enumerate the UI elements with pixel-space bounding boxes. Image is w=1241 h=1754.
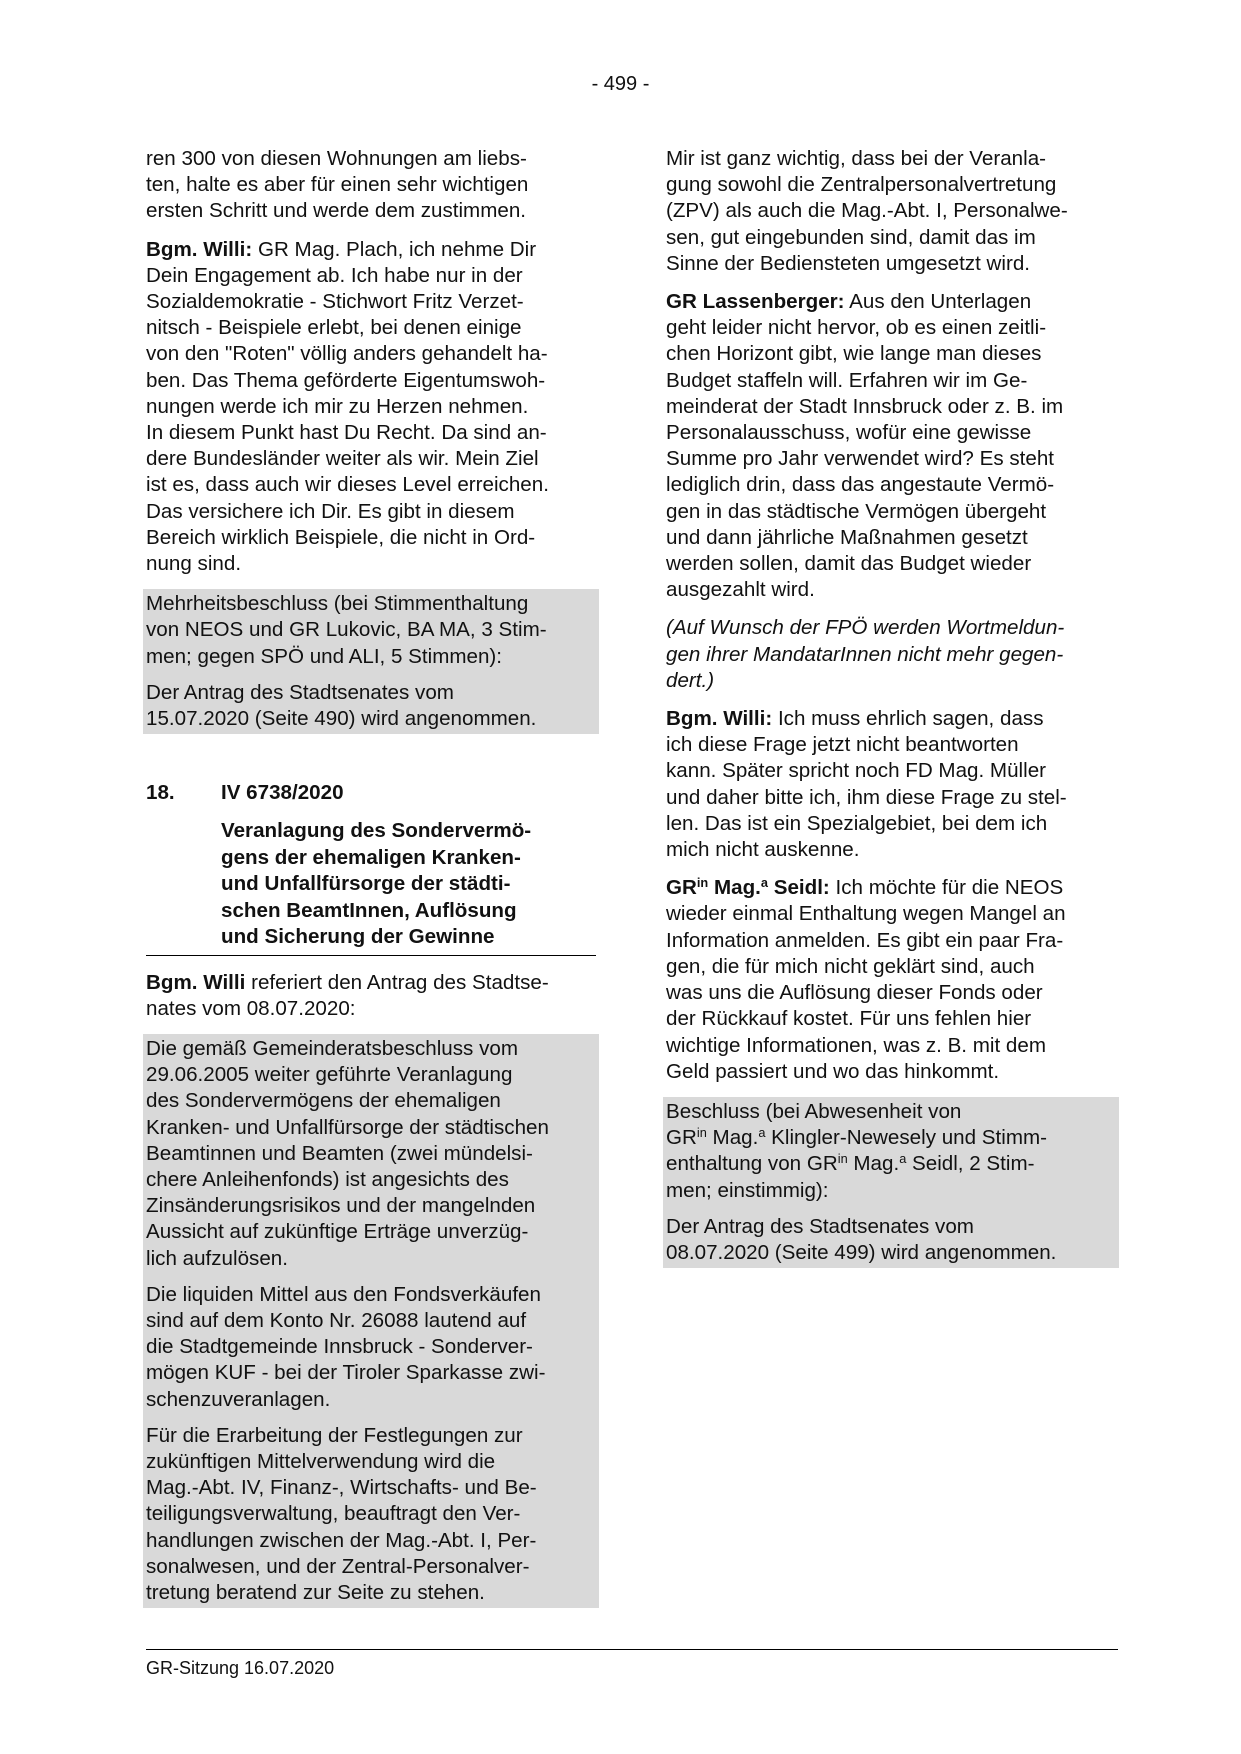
speaker-name: Bgm. Willi bbox=[146, 970, 246, 994]
report-intro bbox=[146, 970, 596, 1022]
motion-block bbox=[143, 1034, 599, 1608]
decision-block bbox=[143, 589, 599, 734]
speech-text: Ich möchte für die NEOS wieder einmal Enthaltung wegen Mangel an Information anmelden. Es gibt ein paar Fra- gen, die für mich nicht geklärt sind, auch was uns die Auflösung dieser Fonds oder der Rückkauf kostet. Für uns fehlen hier wichtige Informationen, was z. B. mit dem Geld passiert und wo das hinkommt. bbox=[666, 876, 1066, 1083]
paragraph-continuation: ren 300 von diesen Wohnungen am liebs- ten, halte es aber für einen sehr wichtigen ersten Schritt und werde dem zustimmen. bbox=[146, 147, 529, 223]
footer-text: GR-Sitzung 16.07.2020 bbox=[146, 1658, 335, 1678]
decision-text: Beschluss (bei Abwesenheit von $GR^{in}$ Mag.$^a$ Klingler-Newesely und Stimm- enthaltung von $GR^{in}$ Mag.$^a$ Seidl, 2 Stim- men; einstimmig): bbox=[666, 1099, 1047, 1202]
left-column bbox=[146, 146, 596, 1608]
speech-bgm-willi bbox=[666, 706, 1116, 863]
report-text: referiert den Antrag des Stadtse- nates vom 08.07.2020: bbox=[146, 970, 549, 1020]
speaker-name: $GR^{in}$ Mag.$^a$ Seidl: bbox=[666, 875, 830, 900]
motion-paragraph: Für die Erarbeitung der Festlegungen zur zukünftigen Mittelverwendung wird die Mag.-Abt. IV, Finanz-, Wirtschafts- und Be- teiligungsverwaltung, beauftragt den Ver- handlungen zwischen der Mag.-Abt. I, Per- sonalwesen, und der Zentral-Personalver- tretung beratend zur Seite zu stehen. bbox=[146, 1423, 537, 1604]
speech-gr-seidl bbox=[666, 875, 1116, 1085]
editorial-note: (Auf Wunsch der FPÖ werden Wortmeldun- gen ihrer MandatarInnen nicht mehr gegen- dert.) bbox=[666, 616, 1065, 692]
agenda-title: Veranlagung des Sondervermö- gens der ehemaligen Kranken- und Unfallfürsorge der städti- schen BeamtInnen, Auflösung und Sicherung der Gewinne bbox=[221, 819, 532, 949]
decision-result: Der Antrag des Stadtsenates vom 15.07.2020 (Seite 490) wird angenommen. bbox=[146, 680, 537, 731]
page-number: - 499 - bbox=[591, 73, 650, 95]
motion-paragraph: Die gemäß Gemeinderatsbeschluss vom 29.06.2005 weiter geführte Veranlagung des Sondervermögens der ehemaligen Kranken- und Unfallfürsorge der städtischen Beamtinnen und Beamten (zwei mündelsi- chere Anleihenfonds) ist angesichts des Zinsänderungsrisikos und der mangelnden Aussicht auf zukünftige Erträge unverzüg- lich aufzulösen. bbox=[146, 1036, 549, 1270]
agenda-id: IV 6738/2020 bbox=[221, 781, 344, 805]
agenda-number: 18. bbox=[146, 781, 175, 805]
speech-bgm-willi bbox=[146, 237, 596, 578]
speaker-name: GR Lassenberger: bbox=[666, 290, 845, 314]
speaker-name: Bgm. Willi: bbox=[146, 237, 253, 261]
decision-result: Der Antrag des Stadtsenates vom 08.07.2020 (Seite 499) wird angenommen. bbox=[666, 1214, 1057, 1264]
speech-text: GR Mag. Plach, ich nehme Dir Dein Engagement ab. Ich habe nur in der Sozialdemokratie - Stichwort Fritz Verzet- nitsch - Beispiele erlebt, bei denen einige von den "Roten" völlig anders gehandelt ha- ben. Das Thema geförderte Eigentumswoh- nungen werde ich mir zu Herzen nehmen. In diesem Punkt hast Du Recht. Da sind an- dere Bundesländer weiter als wir. Mein Ziel ist es, dass auch wir dieses Level erreichen. Das versichere ich Dir. Es gibt in diesem Bereich wirklich Beispiele, die nicht in Ord- nung sind. bbox=[146, 237, 549, 576]
agenda-item-header bbox=[146, 780, 596, 955]
motion-paragraph: Die liquiden Mittel aus den Fondsverkäufen sind auf dem Konto Nr. 26088 lautend auf die Stadtgemeinde Innsbruck - Sonderver- mögen KUF - bei der Tiroler Sparkasse zwi- schenzuveranlagen. bbox=[146, 1282, 546, 1411]
speech-text: Aus den Unterlagen geht leider nicht hervor, ob es einen zeitli- chen Horizont gibt, wie lange man dieses Budget staffeln will. Erfahren wir im Ge- meinderat der Stadt Innsbruck oder z. B. im Personalausschuss, wofür eine gewisse Summe pro Jahr verwendet wird? Es steht lediglich drin, dass das angestaute Vermö- gen in das städtische Vermögen übergeht und dann jährliche Maßnahmen gesetzt werden sollen, damit das Budget wieder ausgezahlt wird. bbox=[666, 290, 1064, 602]
decision-text: Mehrheitsbeschluss (bei Stimmenthaltung von NEOS und GR Lukovic, BA MA, 3 Stim- men; gegen SPÖ und ALI, 5 Stimmen): bbox=[146, 592, 547, 668]
speech-text: Ich muss ehrlich sagen, dass ich diese Frage jetzt nicht beantworten kann. Später spricht noch FD Mag. Müller und daher bitte ich, ihm diese Frage zu stel- len. Das ist ein Spezialgebiet, bei dem ich mich nicht auskenne. bbox=[666, 707, 1067, 862]
right-column bbox=[666, 146, 1116, 1268]
decision-block bbox=[663, 1097, 1119, 1268]
paragraph-continuation: Mir ist ganz wichtig, dass bei der Veranla- gung sowohl die Zentralpersonalvertretung (ZPV) als auch die Mag.-Abt. I, Personalwe- sen, gut eingebunden sind, damit das im Sinne der Bediensteten umgesetzt wird. bbox=[666, 147, 1068, 275]
speaker-name: Bgm. Willi: bbox=[666, 707, 773, 731]
footer-divider bbox=[146, 1649, 1118, 1650]
speech-gr-lassenberger bbox=[666, 289, 1116, 603]
